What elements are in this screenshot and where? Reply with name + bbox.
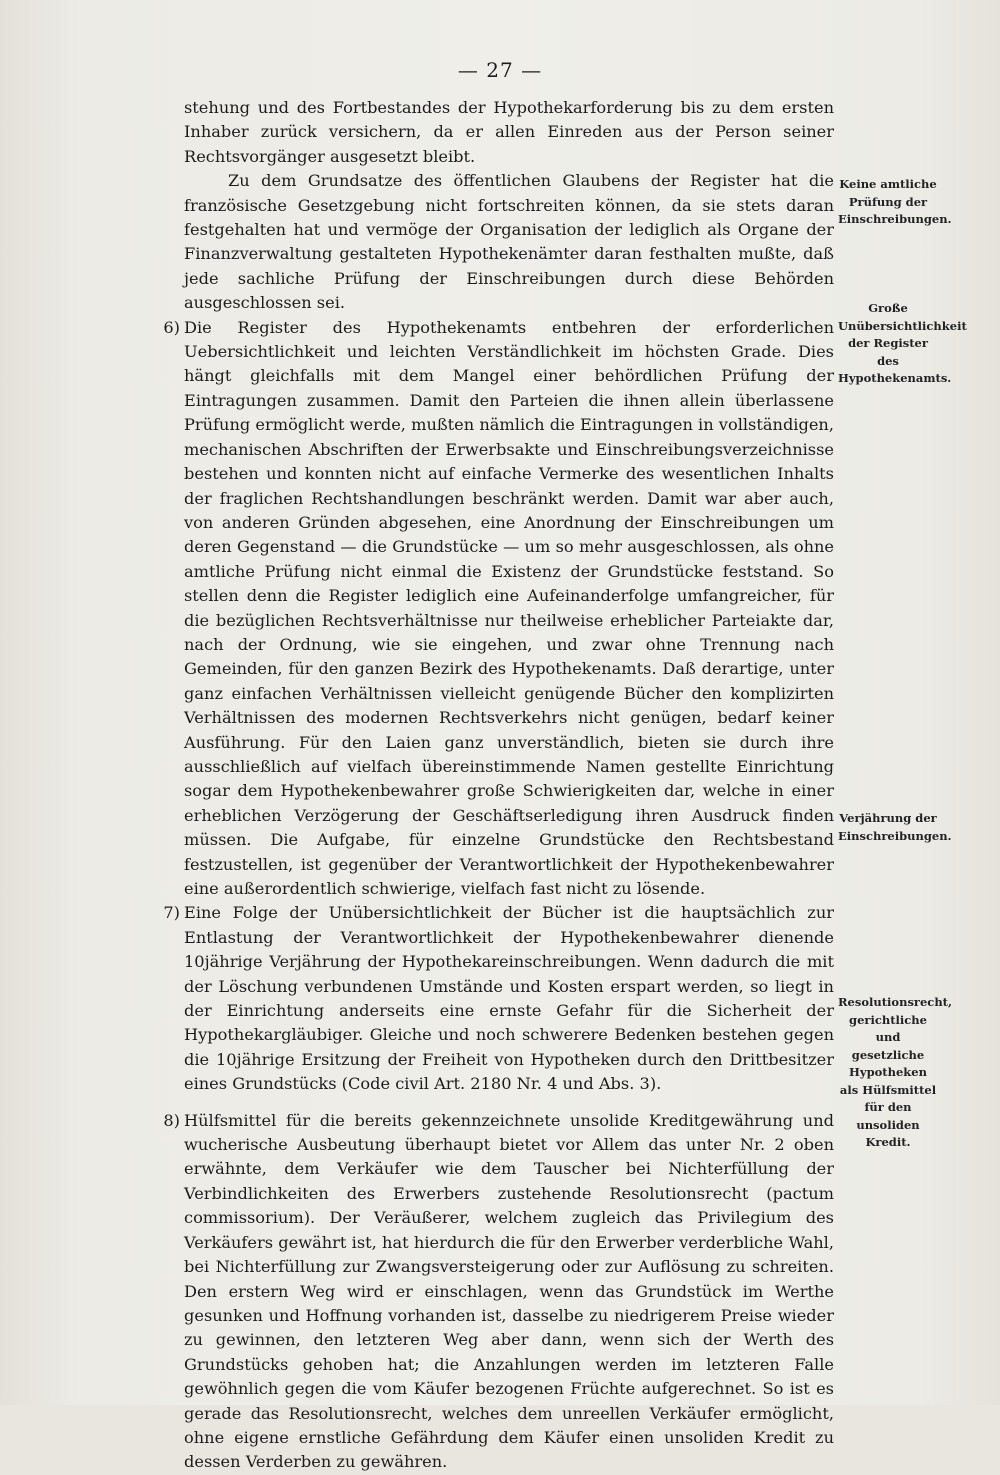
numbered-paragraph-8 (163, 1109, 834, 1475)
paragraph-continuation: stehung und des Fortbestandes der Hypothekarforderung bis zu dem ersten Inhaber zurück versichern, da er allen Einreden aus der Person seiner Rechtsvorgänger ausgesetzt bleibt. (184, 98, 834, 166)
margin-note-verjaehrung: Verjährung der Einschreibungen. (838, 811, 952, 843)
margin-note-resolutionsrecht: Resolutionsrecht, gerichtliche und gesetzliche Hypotheken als Hülfsmittel für den unsoliden Kredit. (838, 995, 952, 1149)
paragraph-text: Eine Folge der Unübersichtlichkeit der Bücher ist die hauptsächlich zur Entlastung der Verantwortlichkeit der Hypothekenbewahrer dienende 10jährige Verjährung der Hypothekareinschreibungen. Wenn dadurch die mit der Löschung verbundenen Umstände und Kosten erspart werden, so liegt in der Einrichtung anderseits eine ernste Gefahr für die Sicherheit der Hypothekargläubiger. Gleiche und noch schwerere Bedenken bestehen gegen die 10jährige Ersitzung der Freiheit von Hypotheken durch den Drittbesitzer eines Grundstücks (Code civil Art. 2180 Nr. 4 und Abs. 3). (184, 903, 834, 1094)
paragraph-text: Hülfsmittel für die bereits gekennzeichnete unsolide Kreditgewährung und wucherische Ausbeutung überhaupt bietet vor Allem das unter Nr. 2 oben erwähnte, dem Verkäufer wie dem Tauscher bei Nichterfüllung der Verbindlichkeiten des Erwerbers zustehende Resolutionsrecht (pactum commissorium). Der Veräußerer, welchem zugleich das Privilegium des Verkäufers gewährt ist, hat hierdurch die für den Erwerber verderbliche Wahl, bei Nichterfüllung zur Zwangsversteigerung oder zur Auflösung zu schreiten. Den erstern Weg wird er einschlagen, wenn das Grundstück im Werthe gesunken und Hoffnung vorhanden ist, dasselbe zu niedrigerem Preise wieder zu gewinnen, den letzteren Weg aber dann, wenn sich der Werth des Grundstücks gehoben hat; die Anzahlungen werden im letzteren Falle gewöhnlich gegen die vom Käufer bezogenen Früchte aufgerechnet. So ist es gerade das Resolutionsrecht, welches dem unreellen Verkäufer ermöglicht, ohne eigene ernstliche Gefährdung dem Käufer einen unsoliden Kredit zu dessen Verderben zu gewähren. (184, 1110, 834, 1472)
paragraph-number: 8) (163, 1110, 180, 1130)
body-text (163, 96, 834, 1475)
margin-note-unuebersichtlichkeit: Große Unübersichtlichkeit der Register des Hypothekenamts. (838, 301, 967, 385)
numbered-paragraph-6 (163, 316, 834, 902)
page-number: — 27 — (457, 58, 543, 82)
paragraph-number: 7) (163, 903, 180, 923)
numbered-paragraph-7 (163, 901, 834, 1096)
paragraph-oeffentlicher-glaube: Zu dem Grundsatze des öffentlichen Glaubens der Register hat die französische Gesetzgebung nicht fortschreiten können, da sie stets daran festgehalten hat und vermöge der Organisation der lediglich als Organe der Finanzverwaltung gestalteten Hypothekenämter daran festhalten mußte, daß jede sachliche Prüfung der Einschreibungen durch diese Behörden ausgeschlossen sei. (184, 171, 834, 313)
paragraph-text: Die Register des Hypothekenamts entbehren der erforderlichen Uebersichtlichkeit und leichten Verständlichkeit im höchsten Grade. Dies hängt gleichfalls mit dem Mangel einer behördlichen Prüfung der Eintragungen zusammen. Damit den Parteien die ihnen allein überlassene Prüfung ermöglicht werde, mußten nämlich die Eintragungen in vollständigen, mechanischen Abschriften der Erwerbsakte und Einschreibungsverzeichnisse bestehen und konnten nicht auf einfache Vermerke des wesentlichen Inhalts der fraglichen Rechtshandlungen beschränkt werden. Damit war aber auch, von anderen Gründen abgesehen, eine Anordnung der Einschreibungen um deren Gegenstand — die Grundstücke — um so mehr ausgeschlossen, als ohne amtliche Prüfung nicht einmal die Existenz der Grundstücke feststand. So stellen denn die Register lediglich eine Aufeinanderfolge umfangreicher, für die bezüglichen Rechtsverhältnisse nur theilweise erheblicher Parteiakte dar, nach der Ordnung, wie sie eingehen, und zwar ohne Trennung nach Gemeinden, für den ganzen Bezirk des Hypothekenamts. Daß derartige, unter ganz einfachen Verhältnissen vielleicht genügende Bücher den komplizirten Verhältnissen des modernen Rechtsverkehrs nicht genügen, bedarf keiner Ausführung. Für den Laien ganz unverständlich, bieten sie durch ihre ausschließlich auf vielfach übereinstimmende Namen gestellte Einrichtung sogar dem Hypothekenbewahrer große Schwierigkeiten dar, welche in einer erheblichen Verzögerung der Geschäftserledigung ihren Ausdruck finden müssen. Die Aufgabe, für einzelne Grundstücke den Rechtsbestand festzustellen, ist gegenüber der Verantwortlichkeit der Hypothekenbewahrer eine außerordentlich schwierige, vielfach fast nicht zu lösende. (184, 317, 834, 898)
margin-note-pruefung: Keine amtliche Prüfung der Einschreibungen. (838, 177, 952, 226)
paragraph-number: 6) (163, 317, 180, 337)
